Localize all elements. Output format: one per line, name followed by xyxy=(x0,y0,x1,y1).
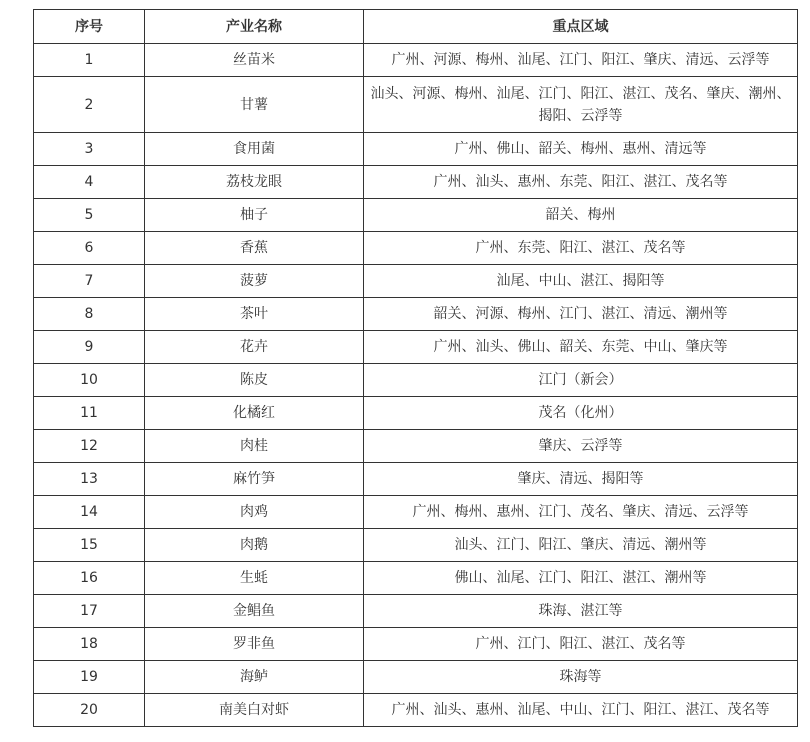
key-regions-cell: 广州、江门、阳江、湛江、茂名等 xyxy=(364,628,798,661)
industry-name-cell: 罗非鱼 xyxy=(145,628,364,661)
industry-name-cell: 南美白对虾 xyxy=(145,694,364,727)
industry-name-cell: 菠萝 xyxy=(145,265,364,298)
industry-name-cell: 柚子 xyxy=(145,199,364,232)
industry-name-cell: 生蚝 xyxy=(145,562,364,595)
industry-name-cell: 荔枝龙眼 xyxy=(145,166,364,199)
table-row xyxy=(34,694,798,727)
industry-name-cell: 香蕉 xyxy=(145,232,364,265)
serial-number-cell: 5 xyxy=(34,199,145,232)
key-regions-cell: 珠海等 xyxy=(364,661,798,694)
key-regions-cell: 广州、汕头、佛山、韶关、东莞、中山、肇庆等 xyxy=(364,331,798,364)
table-row xyxy=(34,44,798,77)
table-row xyxy=(34,430,798,463)
industry-name-cell: 肉桂 xyxy=(145,430,364,463)
key-regions-cell: 汕尾、中山、湛江、揭阳等 xyxy=(364,265,798,298)
key-regions-cell: 广州、汕头、惠州、汕尾、中山、江门、阳江、湛江、茂名等 xyxy=(364,694,798,727)
serial-number-cell: 7 xyxy=(34,265,145,298)
industry-name-cell: 甘薯 xyxy=(145,77,364,133)
table-row xyxy=(34,595,798,628)
table-row xyxy=(34,364,798,397)
key-regions-cell: 佛山、汕尾、江门、阳江、湛江、潮州等 xyxy=(364,562,798,595)
serial-number-cell: 9 xyxy=(34,331,145,364)
key-regions-cell: 汕头、江门、阳江、肇庆、清远、潮州等 xyxy=(364,529,798,562)
header-key-regions: 重点区域 xyxy=(364,10,798,44)
table-row xyxy=(34,463,798,496)
serial-number-cell: 17 xyxy=(34,595,145,628)
serial-number-cell: 6 xyxy=(34,232,145,265)
serial-number-cell: 4 xyxy=(34,166,145,199)
key-regions-cell: 珠海、湛江等 xyxy=(364,595,798,628)
table-row xyxy=(34,331,798,364)
serial-number-cell: 12 xyxy=(34,430,145,463)
table-row xyxy=(34,232,798,265)
industry-name-cell: 茶叶 xyxy=(145,298,364,331)
key-regions-cell: 广州、佛山、韶关、梅州、惠州、清远等 xyxy=(364,133,798,166)
key-regions-cell: 韶关、梅州 xyxy=(364,199,798,232)
serial-number-cell: 3 xyxy=(34,133,145,166)
table-row xyxy=(34,298,798,331)
industry-name-cell: 海鲈 xyxy=(145,661,364,694)
industry-name-cell: 食用菌 xyxy=(145,133,364,166)
key-regions-cell: 茂名（化州） xyxy=(364,397,798,430)
table-row xyxy=(34,133,798,166)
industry-name-cell: 花卉 xyxy=(145,331,364,364)
key-regions-cell: 韶关、河源、梅州、江门、湛江、清远、潮州等 xyxy=(364,298,798,331)
table-row xyxy=(34,496,798,529)
table-row xyxy=(34,77,798,133)
serial-number-cell: 20 xyxy=(34,694,145,727)
industry-name-cell: 金鲳鱼 xyxy=(145,595,364,628)
serial-number-cell: 19 xyxy=(34,661,145,694)
serial-number-cell: 1 xyxy=(34,44,145,77)
table-row xyxy=(34,562,798,595)
serial-number-cell: 11 xyxy=(34,397,145,430)
table-row xyxy=(34,529,798,562)
serial-number-cell: 8 xyxy=(34,298,145,331)
key-regions-cell: 肇庆、清远、揭阳等 xyxy=(364,463,798,496)
industry-name-cell: 丝苗米 xyxy=(145,44,364,77)
industry-name-cell: 陈皮 xyxy=(145,364,364,397)
key-regions-cell: 广州、河源、梅州、汕尾、江门、阳江、肇庆、清远、云浮等 xyxy=(364,44,798,77)
table-header-row xyxy=(34,10,798,44)
industry-name-cell: 化橘红 xyxy=(145,397,364,430)
table-row xyxy=(34,397,798,430)
serial-number-cell: 16 xyxy=(34,562,145,595)
key-regions-cell: 肇庆、云浮等 xyxy=(364,430,798,463)
table-row xyxy=(34,661,798,694)
table-row xyxy=(34,265,798,298)
key-regions-cell: 广州、汕头、惠州、东莞、阳江、湛江、茂名等 xyxy=(364,166,798,199)
industry-table-container xyxy=(33,9,798,727)
header-industry-name: 产业名称 xyxy=(145,10,364,44)
key-regions-cell: 广州、东莞、阳江、湛江、茂名等 xyxy=(364,232,798,265)
industry-region-table xyxy=(33,9,798,727)
header-serial-number: 序号 xyxy=(34,10,145,44)
industry-name-cell: 麻竹笋 xyxy=(145,463,364,496)
serial-number-cell: 18 xyxy=(34,628,145,661)
key-regions-cell: 广州、梅州、惠州、江门、茂名、肇庆、清远、云浮等 xyxy=(364,496,798,529)
table-row xyxy=(34,628,798,661)
industry-name-cell: 肉鹅 xyxy=(145,529,364,562)
serial-number-cell: 14 xyxy=(34,496,145,529)
industry-name-cell: 肉鸡 xyxy=(145,496,364,529)
table-row xyxy=(34,199,798,232)
table-row xyxy=(34,166,798,199)
serial-number-cell: 2 xyxy=(34,77,145,133)
key-regions-cell: 江门（新会） xyxy=(364,364,798,397)
serial-number-cell: 13 xyxy=(34,463,145,496)
serial-number-cell: 10 xyxy=(34,364,145,397)
key-regions-cell: 汕头、河源、梅州、汕尾、江门、阳江、湛江、茂名、肇庆、潮州、揭阳、云浮等 xyxy=(364,77,798,133)
serial-number-cell: 15 xyxy=(34,529,145,562)
